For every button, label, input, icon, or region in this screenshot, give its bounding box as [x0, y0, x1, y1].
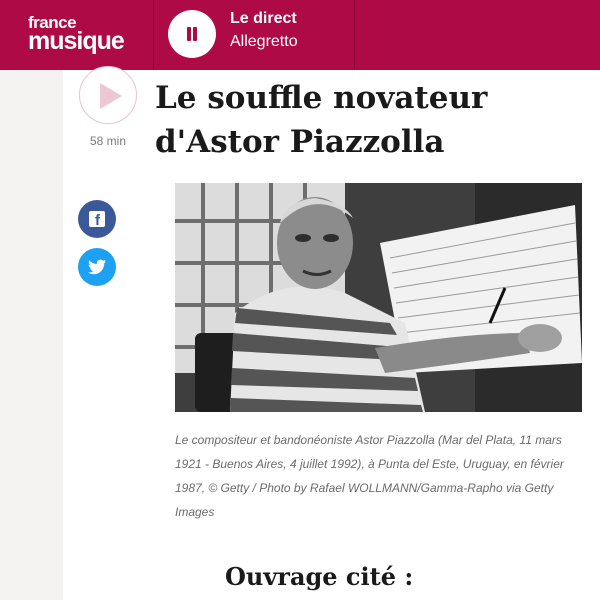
play-icon	[100, 83, 122, 109]
live-program[interactable]: Allegretto	[230, 33, 298, 50]
france-musique-logo[interactable]	[28, 14, 124, 54]
twitter-icon	[78, 248, 116, 286]
article-photo	[175, 183, 582, 412]
top-bar	[0, 0, 600, 70]
photo-caption: Le compositeur et bandonéoniste Astor Piazzolla (Mar del Plata, 11 mars 1921 - Buenos Aires, 4 juillet 1992), à Punta del Este, Uruguay, en février 1987, © Getty / Photo by Rafael WOLLMANN/Gamma-Rapho via Getty Images	[175, 433, 564, 519]
logo-line-2: musique	[28, 27, 124, 55]
section-heading: Ouvrage cité :	[225, 562, 414, 591]
facebook-icon: f	[89, 211, 105, 227]
episode-duration: 58 min	[89, 134, 127, 148]
twitter-share-button[interactable]	[78, 248, 116, 286]
divider	[354, 0, 355, 70]
episode-play-button[interactable]	[79, 66, 137, 124]
episode-title: Le souffle novateur d'Astor Piazzolla	[155, 80, 488, 160]
facebook-share-button[interactable]	[78, 200, 116, 238]
logo-line-1: france	[28, 13, 77, 32]
live-title[interactable]: Le direct	[230, 10, 297, 27]
live-pause-button[interactable]	[168, 10, 216, 58]
divider	[153, 0, 154, 70]
